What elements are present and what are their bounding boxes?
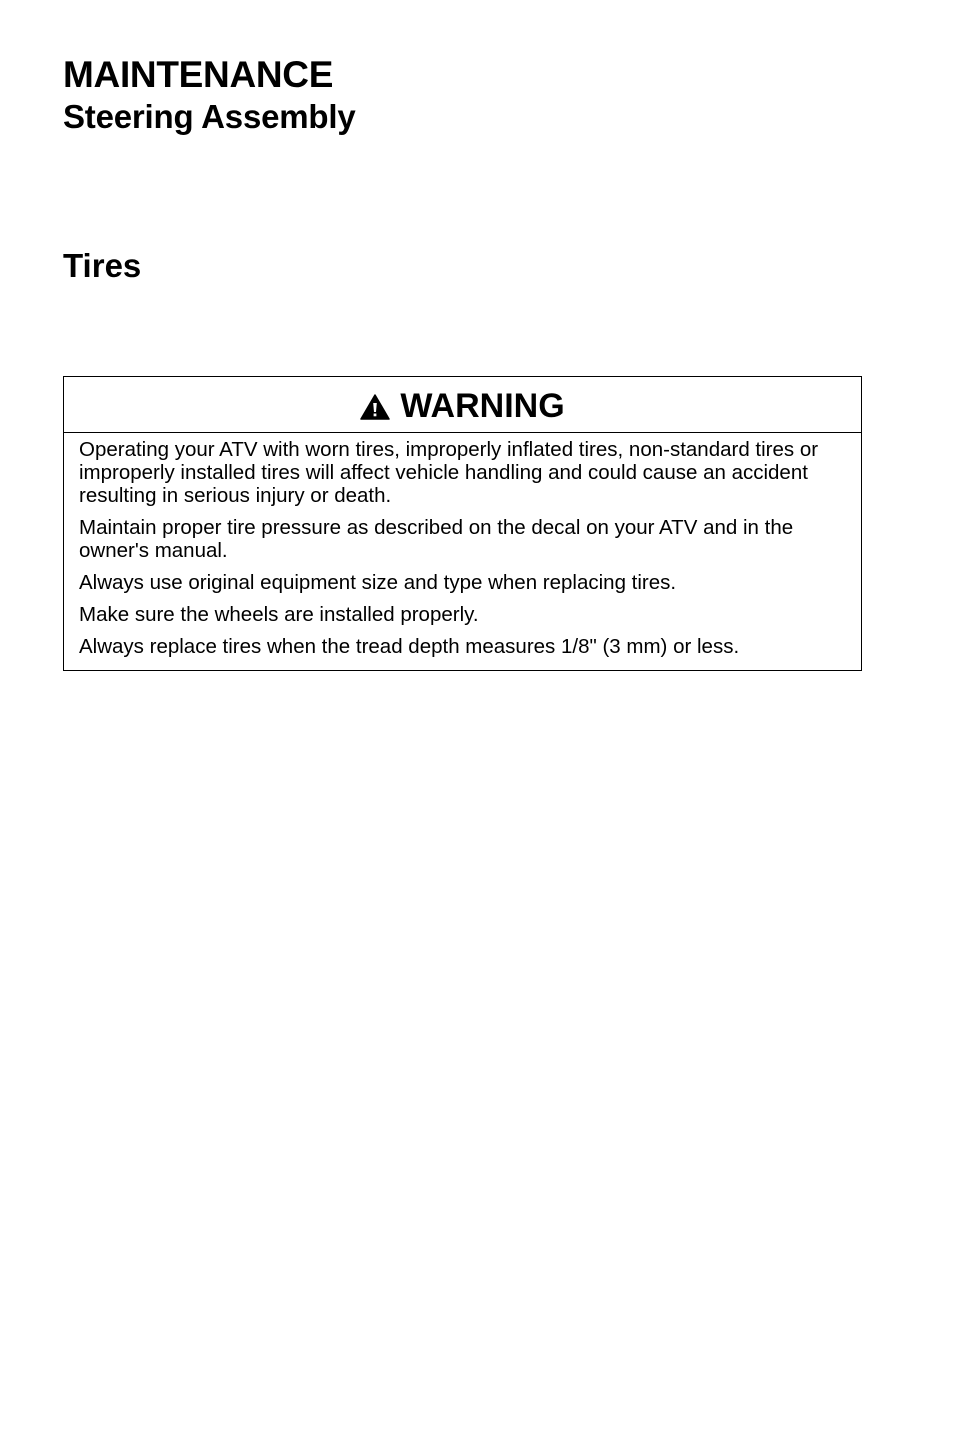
warning-box [63, 376, 862, 671]
section-heading-tires: Tires [63, 247, 142, 284]
warning-body [64, 433, 861, 658]
warning-line: Make sure the wheels are installed properly. [79, 603, 479, 626]
warning-line: Operating your ATV with worn tires, improperly inflated tires, non-standard tires or improperly installed tires will affect vehicle handling and could cause an accident resulting in serious injury or death. [79, 438, 819, 507]
warning-line: Maintain proper tire pressure as described on the decal on your ATV and in the owner's manual. [79, 516, 794, 562]
warning-triangle-icon [360, 394, 390, 420]
page-title: MAINTENANCE [63, 54, 334, 95]
page-subtitle: Steering Assembly [63, 98, 356, 135]
warning-line: Always replace tires when the tread depth measures 1/8" (3 mm) or less. [79, 635, 740, 658]
warning-header [64, 377, 861, 433]
warning-title: WARNING [400, 386, 565, 425]
warning-line: Always use original equipment size and type when replacing tires. [79, 571, 677, 594]
